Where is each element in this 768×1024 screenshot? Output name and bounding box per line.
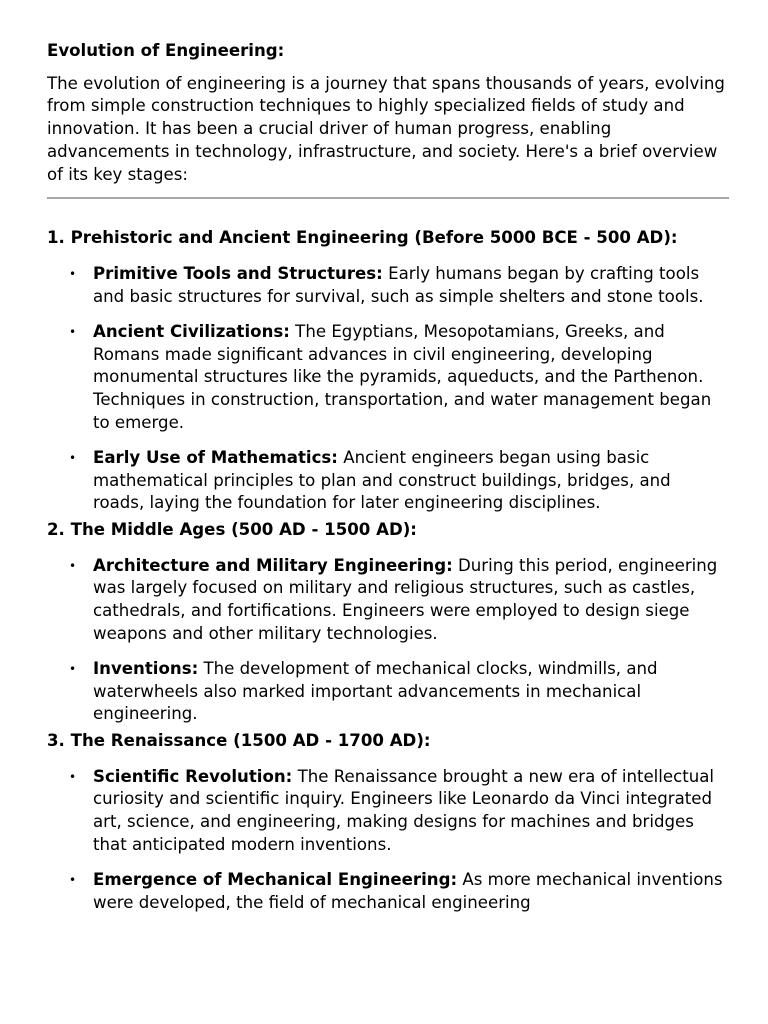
section-middle-ages <box>47 519 725 726</box>
bullet-icon: • <box>69 769 77 784</box>
bullet-list <box>47 766 725 915</box>
list-item <box>47 447 725 515</box>
item-text: As more mechanical inventions were developed, the field of mechanical engineering <box>93 870 723 912</box>
item-text: The Renaissance brought a new era of intellectual curiosity and scientific inquiry. Engineers like Leonardo da Vinci integrated art, science, and engineering, making designs for machines and bridges that anticipated modern inventions. <box>93 766 715 854</box>
item-title: Inventions: <box>93 658 199 678</box>
bullet-icon: • <box>69 266 77 281</box>
document-title: Evolution of Engineering: <box>47 41 285 60</box>
list-item <box>47 658 725 726</box>
document-page <box>47 40 725 927</box>
horizontal-rule <box>47 197 729 199</box>
list-item <box>47 766 725 857</box>
item-title: Primitive Tools and Structures: <box>93 263 383 283</box>
item-title: Early Use of Mathematics: <box>93 447 338 467</box>
bullet-icon: • <box>69 661 77 676</box>
item-text: During this period, engineering was largely focused on military and religious structures, such as castles, cathedrals, and fortifications. Engineers were employed to design siege weapons and other military technologies. <box>93 555 718 643</box>
section-heading: 2. The Middle Ages (500 AD - 1500 AD): <box>47 519 417 539</box>
bullet-icon: • <box>69 558 77 573</box>
section-heading: 1. Prehistoric and Ancient Engineering (Before 5000 BCE - 500 AD): <box>47 228 678 248</box>
item-text: Ancient engineers began using basic mathematical principles to plan and construct buildings, bridges, and roads, laying the foundation for later engineering disciplines. <box>93 447 671 513</box>
section-prehistoric-ancient <box>47 227 725 515</box>
intro-paragraph: The evolution of engineering is a journey that spans thousands of years, evolving from simple construction techniques to highly specialized fields of study and innovation. It has been a crucial driver of human progress, enabling advancements in technology, infrastructure, and society. Here's a brief overview of its key stages: <box>47 73 725 184</box>
bullet-icon: • <box>69 450 77 465</box>
item-title: Ancient Civilizations: <box>93 321 290 341</box>
bullet-icon: • <box>69 324 77 339</box>
list-item <box>47 321 725 435</box>
item-title: Architecture and Military Engineering: <box>93 555 453 575</box>
item-text: Early humans began by crafting tools and basic structures for survival, such as simple shelters and stone tools. <box>93 263 704 306</box>
section-renaissance <box>47 730 725 914</box>
list-item <box>47 263 725 308</box>
section-heading: 3. The Renaissance (1500 AD - 1700 AD): <box>47 731 431 751</box>
item-title: Emergence of Mechanical Engineering: <box>93 870 458 890</box>
list-item <box>47 555 725 646</box>
list-item <box>47 869 725 914</box>
bullet-icon: • <box>69 873 77 888</box>
item-text: The Egyptians, Mesopotamians, Greeks, and Romans made significant advances in civil engineering, developing monumental structures like the pyramids, aqueducts, and the Parthenon. Techniques in construction, transportation, and water management began to emerge. <box>93 321 712 432</box>
item-text: The development of mechanical clocks, windmills, and waterwheels also marked important advancements in mechanical engineering. <box>93 658 658 724</box>
bullet-list <box>47 263 725 515</box>
bullet-list <box>47 555 725 726</box>
item-title: Scientific Revolution: <box>93 766 293 786</box>
